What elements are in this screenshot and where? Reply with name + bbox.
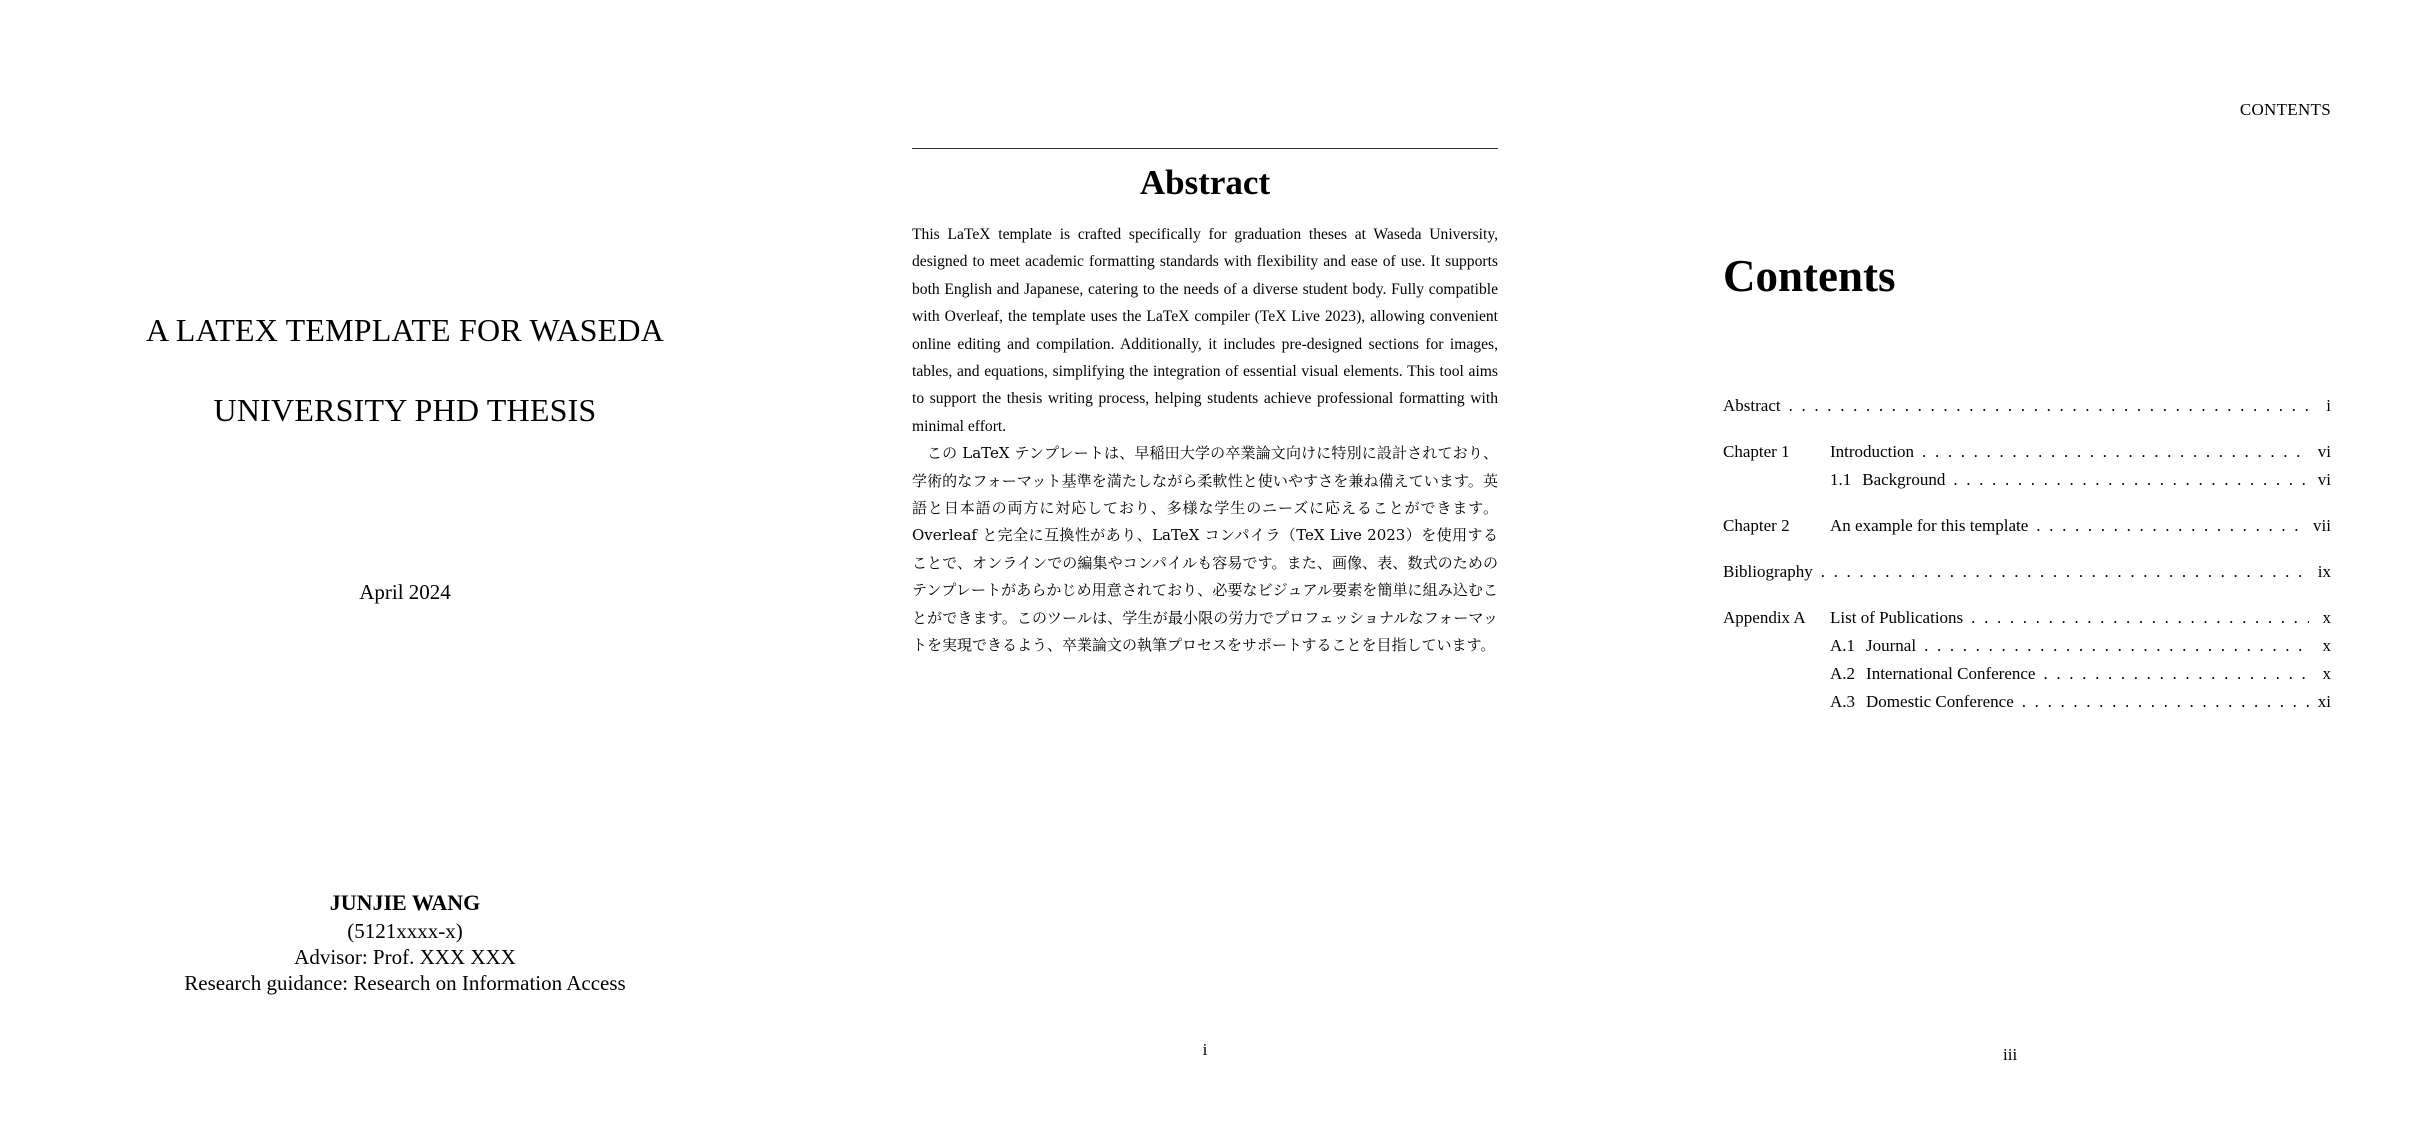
toc-entry-title: Domestic Conference [1866, 692, 2014, 711]
toc-entry-title: An example for this template [1830, 516, 2029, 535]
toc-entry-title: International Conference [1866, 664, 2036, 683]
title-page [0, 0, 810, 1144]
toc-leader-dots [2036, 512, 2305, 540]
abstract-english-paragraph: This LaTeX template is crafted specifically for graduation theses at Waseda University, designed to meet academic formatting standards with flexibility and ease of use. It supports both English and Japanese, catering to the needs of a diverse student body. Fully compatible with Overleaf, the template uses the LaTeX compiler (TeX Live 2023), allowing convenient online editing and compilation. Additionally, it includes pre-designed sections for images, tables, and equations, simplifying the integration of essential visual elements. This tool aims to support the thesis writing process, helping students achieve professional formatting with minimal effort. [912, 226, 1498, 435]
page-number: i [1202, 1040, 1208, 1059]
toc-entry-appendix-a[interactable] [1723, 604, 2331, 632]
toc-entry-section-a-3[interactable] [1723, 688, 2331, 716]
toc-leader-dots [2043, 660, 2309, 688]
toc-entry-number: A.1 [1830, 636, 1856, 655]
advisor: Advisor: Prof. XXX XXX [294, 945, 516, 969]
thesis-title-line-1: A LATEX TEMPLATE FOR WASEDA [145, 312, 665, 348]
toc-entry-title: Journal [1866, 636, 1917, 655]
toc-entry-number: A.3 [1830, 692, 1856, 711]
toc-entry-number: A.2 [1830, 664, 1856, 683]
author-block [0, 890, 810, 996]
toc-entry-title: List of Publications [1830, 608, 1964, 627]
toc-page-number: vi [2317, 442, 2331, 461]
toc-leader-dots [1953, 466, 2309, 494]
toc-page-number: ix [2317, 562, 2331, 581]
abstract-page [810, 0, 1620, 1144]
page-number: iii [2003, 1045, 2018, 1064]
toc-page-number: i [2326, 396, 2331, 415]
abstract-body [912, 221, 1498, 660]
author-name: JUNJIE WANG [329, 890, 481, 915]
student-id: (5121xxxx-x) [347, 919, 463, 943]
toc-entry-label: Chapter 1 [1723, 442, 1790, 461]
toc-page-number: x [2322, 636, 2331, 655]
contents-page [1620, 0, 2431, 1144]
toc-leader-dots [1789, 392, 2309, 420]
toc-page-number: vi [2317, 470, 2331, 489]
toc-leader-dots [1971, 604, 2309, 632]
toc-entry-label: Appendix A [1723, 608, 1806, 627]
toc-entry-bibliography[interactable] [1723, 558, 2331, 586]
toc-entry-section-1-1[interactable] [1723, 466, 2331, 494]
running-header: CONTENTS [2239, 100, 2331, 119]
toc-entry-chapter-2[interactable] [1723, 512, 2331, 540]
toc-page-number: vii [2313, 516, 2331, 535]
thesis-date: April 2024 [359, 580, 451, 604]
toc-entry-chapter-1[interactable] [1723, 438, 2331, 466]
toc-leader-dots [1924, 632, 2309, 660]
toc-leader-dots [2022, 688, 2309, 716]
toc-entry-title: Introduction [1830, 442, 1915, 461]
toc-entry-number: 1.1 [1830, 470, 1852, 489]
toc-entry-abstract[interactable] [1723, 392, 2331, 420]
research-guidance: Research guidance: Research on Information Access [184, 971, 626, 995]
abstract-heading: Abstract [1139, 163, 1271, 202]
contents-heading: Contents [1723, 251, 1896, 301]
table-of-contents [1723, 392, 2331, 716]
toc-page-number: xi [2317, 692, 2331, 711]
toc-entry-label: Abstract [1723, 396, 1781, 415]
abstract-japanese-paragraph: この LaTeX テンプレートは、早稲田大学の卒業論文向けに特別に設計されており、学術的なフォーマット基準を満たしながら柔軟性と使いやすさを兼ね備えています。英語と日本語の両方に対応しており、多様な学生のニーズに応えることができます。Overleaf と完全に互換性があり、LaTeX コンパイラ（TeX Live 2023）を使用することで、オンラインでの編集やコンパイルも容易です。また、画像、表、数式のためのテンプレートがあらかじめ用意されており、必要なビジュアル要素を簡単に組み込むことができます。このツールは、学生が最小限の労力でプロフェッショナルなフォーマットを実現できるよう、卒業論文の執筆プロセスをサポートすることを目指しています。 [912, 444, 1498, 655]
thesis-title-line-2: UNIVERSITY PHD THESIS [213, 392, 597, 428]
toc-entry-label: Bibliography [1723, 562, 1813, 581]
toc-page-number: x [2322, 664, 2331, 683]
abstract-rule [912, 148, 1498, 149]
toc-entry-label: Chapter 2 [1723, 516, 1790, 535]
toc-leader-dots [1922, 438, 2309, 466]
toc-leader-dots [1821, 558, 2309, 586]
toc-entry-section-a-1[interactable] [1723, 632, 2331, 660]
toc-entry-section-a-2[interactable] [1723, 660, 2331, 688]
toc-entry-title: Background [1862, 470, 1946, 489]
toc-page-number: x [2322, 608, 2331, 627]
